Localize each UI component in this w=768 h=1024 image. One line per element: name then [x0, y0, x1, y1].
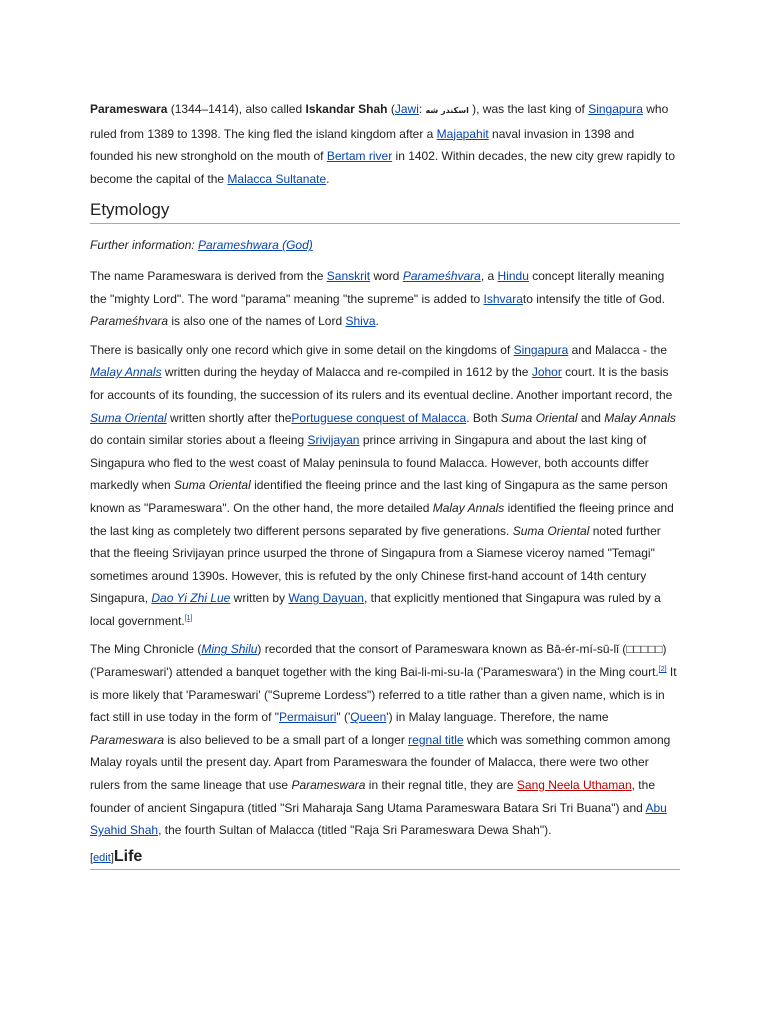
sanskrit-link[interactable]: Sanskrit: [326, 268, 371, 283]
shiva-link[interactable]: Shiva: [345, 314, 376, 329]
parameshwara-god-link[interactable]: Parameshwara (God): [198, 238, 313, 253]
alt-name: Iskandar Shah: [305, 102, 388, 116]
etymology-paragraph-2: There is basically only one record which give in some detail on the kingdoms of Singapura and Malacca - the Malay Annals written during the heyday of Malacca and re-compiled in 1612 by the Johor court. It is the basis for accounts of its founding, the succession of its rulers and its eventual decline. Another important record, the Suma Oriental written shortly after thePortuguese conquest of Malacca. Both Suma Oriental and Malay Annals do contain similar stories about a fleeing Srivijayan prince arriving in Singapura and about the last king of Singapura who fled to the west coast of Malay peninsula to found Malacca. However, both accounts differ markedly when Suma Oriental identified the fleeing prince and the last king of Singapura as the same person known as "Parameswara". On the other hand, the more detailed Malay Annals identified the fleeing prince and the last king as completely two different persons separated by five generations. Suma Oriental noted further that the fleeing Srivijayan prince usurped the throne of Singapura from a Siamese viceroy named "Temagi" sometimes around 1390s. However, this is refuted by the only Chinese first-hand account of 14th century Singapura, Dao Yi Zhi Lue written by Wang Dayuan, that explicitly mentioned that Singapura was ruled by a local government.[1]: [90, 342, 676, 628]
edit-section-link[interactable]: edit: [93, 851, 111, 864]
reference-2-link[interactable]: [2]: [658, 666, 667, 674]
abu-syahid-shah-link[interactable]: Abu Syahid Shah: [90, 800, 667, 838]
singapura-link[interactable]: Singapura: [588, 102, 643, 116]
ishvara-link[interactable]: Ishvara: [483, 291, 523, 306]
intro-paragraph: Parameswara (1344–1414), also called Iskandar Shah (Jawi: اسكندر شه ), was the last king of Singapura who ruled from 1389 to 1398. The king fled the island kingdom after a Majapahit naval invasion in 1398 and founded his new stronghold on the mouth of Bertam river in 1402. Within decades, the new city grew rapidly to become the capital of the Malacca Sultanate.: [90, 102, 676, 186]
edit-section: [edit]: [90, 851, 114, 864]
dao-yi-zhi-lue-link[interactable]: Dao Yi Zhi Lue: [151, 591, 231, 606]
jawi-text: اسكندر شه: [425, 106, 469, 115]
johor-link[interactable]: Johor: [531, 365, 562, 380]
bertam-river-link[interactable]: Bertam river: [326, 149, 393, 164]
permaisuri-link[interactable]: Permaisuri: [279, 710, 337, 725]
srivijayan-link[interactable]: Srivijayan: [307, 433, 360, 448]
hindu-link[interactable]: Hindu: [497, 268, 529, 283]
malay-annals-link[interactable]: Malay Annals: [90, 365, 162, 380]
hatnote: Further information: Parameshwara (God): [90, 238, 313, 253]
ming-shilu-link[interactable]: Ming Shilu: [201, 642, 258, 657]
wang-dayuan-link[interactable]: Wang Dayuan: [288, 591, 364, 606]
article-content: [90, 98, 680, 870]
malacca-sultanate-link[interactable]: Malacca Sultanate: [227, 171, 327, 186]
suma-oriental-link[interactable]: Suma Oriental: [90, 410, 167, 425]
majapahit-link[interactable]: Majapahit: [436, 126, 489, 141]
life-heading: [90, 848, 680, 870]
subject-name: Parameswara: [90, 102, 168, 116]
etymology-heading: Etymology: [90, 196, 680, 224]
portuguese-conquest-link[interactable]: Portuguese conquest of Malacca: [291, 410, 467, 425]
queen-link[interactable]: Queen: [350, 710, 387, 725]
singapura-link-2[interactable]: Singapura: [513, 342, 569, 357]
sang-neela-uthaman-link[interactable]: Sang Neela Uthaman: [516, 778, 632, 793]
life-heading-text: Life: [113, 847, 143, 865]
parameshvara-link[interactable]: Parameśhvara: [402, 268, 481, 283]
reference-1-link[interactable]: [1]: [184, 614, 193, 622]
regnal-title-link[interactable]: regnal title: [408, 732, 464, 747]
jawi-link[interactable]: Jawi: [394, 102, 419, 116]
etymology-paragraph-1: The name Parameswara is derived from the Sanskrit word Parameśhvara, a Hindu concept literally meaning the "mighty Lord". The word "parama" meaning "the supreme" is added to Ishvarato intensify the title of God. Parameśhvara is also one of the names of Lord Shiva.: [90, 268, 665, 329]
etymology-paragraph-3: The Ming Chronicle (Ming Shilu) recorded that the consort of Parameswara known as Bā-ér-mí-sū-lǐ (□□□□□) ('Parameswari') attended a banquet together with the king Bai-li-mi-su-la ('Parameswara') in the Ming court.[2] It is more likely that 'Parameswari' ("Supreme Lordess") referred to a title rather than a given name, which is in fact still in use today in the form of "Permaisuri" ('Queen') in Malay language. Therefore, the name Parameswara is also believed to be a small part of a longer regnal title which was something common among Malay royals until the present day. Apart from Parameswara the founder of Malacca, there were two other rulers from the same lineage that use Parameswara in their regnal title, they are Sang Neela Uthaman, the founder of ancient Singapura (titled "Sri Maharaja Sang Utama Parameswara Batara Sri Tri Buana") and Abu Syahid Shah, the fourth Sultan of Malacca (titled "Raja Sri Parameswara Dewa Shah").: [90, 642, 677, 838]
